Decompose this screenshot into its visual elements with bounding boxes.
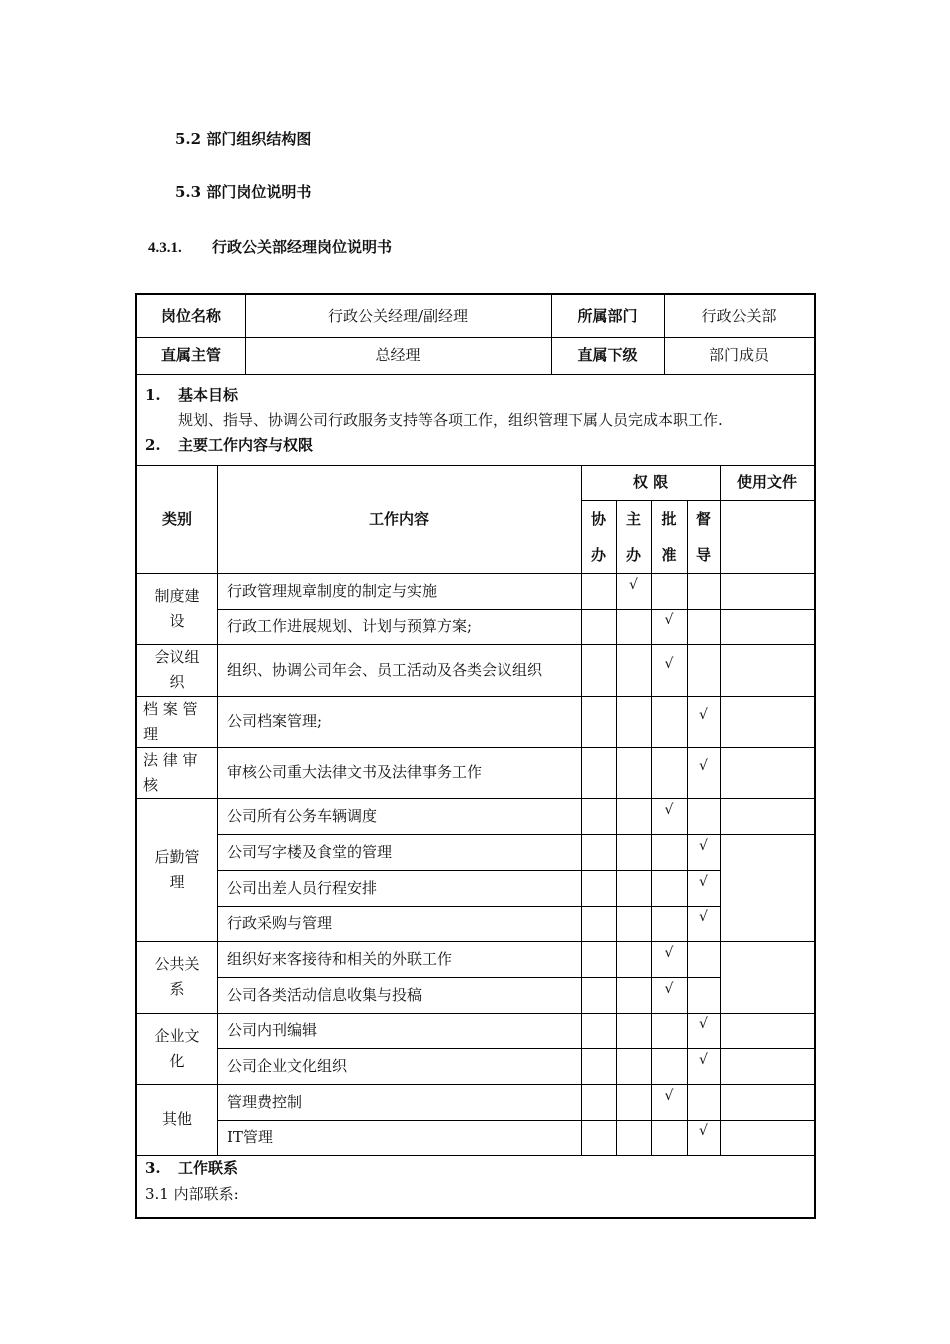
heading-manager-job <box>148 236 392 257</box>
header-authority-col-bottom: 办 <box>590 545 606 564</box>
category-cell <box>137 573 217 644</box>
grid-line <box>720 941 814 942</box>
header-content: 工作内容 <box>368 509 429 528</box>
grid-line <box>720 747 814 748</box>
subordinate-value: 部门成员 <box>708 346 769 364</box>
work-content-cell: 公司各类活动信息收集与投稿 <box>227 985 423 1004</box>
authority-check: √ <box>664 801 674 818</box>
work-content-cell: IT管理 <box>227 1128 273 1146</box>
authority-check: √ <box>629 576 638 593</box>
category-label-cont: 理 <box>169 872 185 891</box>
authority-check: √ <box>664 655 674 672</box>
header-authority-col <box>581 500 616 573</box>
position-name-value: 行政公关经理/副经理 <box>327 306 469 325</box>
authority-check: √ <box>664 1087 674 1104</box>
grid-line <box>720 1013 814 1014</box>
authority-check: √ <box>664 980 674 997</box>
category-label: 会议组 <box>154 648 200 666</box>
category-cell <box>137 798 217 941</box>
grid-line <box>720 465 721 1155</box>
authority-check: √ <box>664 612 674 628</box>
work-content-cell: 行政采购与管理 <box>227 914 333 932</box>
category-label-cont: 化 <box>169 1051 185 1070</box>
category-label: 档 案 管 <box>143 699 198 718</box>
header-files: 使用文件 <box>736 473 797 491</box>
authority-check: √ <box>699 707 708 723</box>
authority-check: √ <box>699 837 708 854</box>
grid-line <box>137 374 814 375</box>
grid-line <box>720 609 814 610</box>
header-authority-col-bottom: 办 <box>625 545 641 564</box>
category-label: 制度建 <box>154 586 200 605</box>
category-cell <box>137 644 217 696</box>
header-authority-col-bottom: 准 <box>661 545 677 564</box>
section3-title: 工作联系 <box>178 1159 239 1177</box>
grid-line <box>720 644 814 645</box>
category-label: 公共关 <box>154 955 200 973</box>
grid-line <box>720 1048 814 1049</box>
category-label-cont: 系 <box>169 980 185 998</box>
section3-heading <box>145 1157 238 1178</box>
grid-line <box>720 1084 814 1085</box>
work-content-cell: 组织、协调公司年会、员工活动及各类会议组织 <box>227 660 543 679</box>
work-content-cell: 组织好来客接待和相关的外联工作 <box>227 949 453 968</box>
section2-number: 2. <box>145 436 161 454</box>
work-content-cell: 行政工作进展规划、计划与预算方案; <box>227 617 473 635</box>
category-cell <box>137 941 217 1013</box>
authority-check: √ <box>699 758 708 774</box>
header-authority-col <box>687 500 720 573</box>
category-label: 法 律 审 <box>143 750 198 769</box>
section1-number: 1. <box>145 386 161 404</box>
header-authority-col-bottom: 导 <box>695 545 711 564</box>
category-label: 企业文 <box>154 1026 200 1045</box>
category-label: 其他 <box>161 1110 192 1128</box>
category-label-cont: 设 <box>169 611 185 630</box>
section3-internal: 3.1 内部联系: <box>145 1185 239 1203</box>
grid-line <box>651 500 652 1155</box>
header-authority-col-top: 主 <box>625 509 641 528</box>
supervisor-value: 总经理 <box>375 346 421 364</box>
category-label-cont: 织 <box>169 673 185 691</box>
section2-title: 主要工作内容与权限 <box>178 436 314 454</box>
grid-line <box>720 798 814 799</box>
header-authority: 权 限 <box>632 473 669 491</box>
work-content-cell: 公司内刊编辑 <box>227 1021 318 1039</box>
grid-line <box>616 500 617 1155</box>
work-content-cell: 公司所有公务车辆调度 <box>227 806 378 825</box>
authority-check: √ <box>664 944 674 961</box>
section1-title: 基本目标 <box>178 386 239 404</box>
heading-number: 4.3.1. <box>148 240 182 256</box>
heading-job-description: 5.3 部门岗位说明书 <box>175 183 312 201</box>
grid-line <box>720 1120 814 1121</box>
authority-check: √ <box>699 1051 708 1068</box>
heading-title: 行政公关部经理岗位说明书 <box>212 238 393 256</box>
work-content-cell: 公司企业文化组织 <box>227 1056 348 1075</box>
authority-check: √ <box>699 1123 708 1139</box>
subordinate-label: 直属下级 <box>577 346 638 364</box>
work-content-cell: 公司档案管理; <box>227 712 323 730</box>
header-category: 类别 <box>161 509 192 528</box>
authority-check: √ <box>699 1016 708 1032</box>
department-value: 行政公关部 <box>701 306 777 325</box>
category-cell <box>137 696 217 747</box>
category-label-cont: 理 <box>143 724 159 743</box>
header-authority-col <box>616 500 651 573</box>
work-content-cell: 管理费控制 <box>227 1092 303 1111</box>
section3-number: 3. <box>145 1159 161 1177</box>
category-label: 后勤管 <box>154 847 200 866</box>
grid-line <box>720 696 814 697</box>
category-cell <box>137 747 217 798</box>
position-name-label: 岗位名称 <box>160 306 221 325</box>
grid-line <box>720 834 814 835</box>
grid-line <box>137 1155 814 1156</box>
authority-check: √ <box>699 909 708 925</box>
category-label-cont: 核 <box>143 775 159 794</box>
work-content-cell: 公司出差人员行程安排 <box>227 878 378 897</box>
header-authority-col-top: 批 <box>661 509 677 528</box>
work-content-cell: 行政管理规章制度的制定与实施 <box>227 581 438 600</box>
authority-check: √ <box>699 873 708 890</box>
department-label: 所属部门 <box>577 306 638 325</box>
section2-heading <box>145 434 313 455</box>
heading-org-chart: 5.2 部门组织结构图 <box>175 130 312 148</box>
header-authority-col-top: 督 <box>695 509 711 528</box>
header-authority-col-top: 协 <box>590 509 606 528</box>
category-cell <box>137 1084 217 1155</box>
category-cell <box>137 1013 217 1084</box>
header-authority-col <box>651 500 687 573</box>
section1-heading <box>145 384 238 405</box>
supervisor-label: 直属主管 <box>160 346 221 364</box>
work-content-cell: 审核公司重大法律文书及法律事务工作 <box>227 763 483 781</box>
work-content-cell: 公司写字楼及食堂的管理 <box>227 842 393 861</box>
section1-body: 规划、指导、协调公司行政服务支持等各项工作，组织管理下属人员完成本职工作. <box>178 411 723 429</box>
